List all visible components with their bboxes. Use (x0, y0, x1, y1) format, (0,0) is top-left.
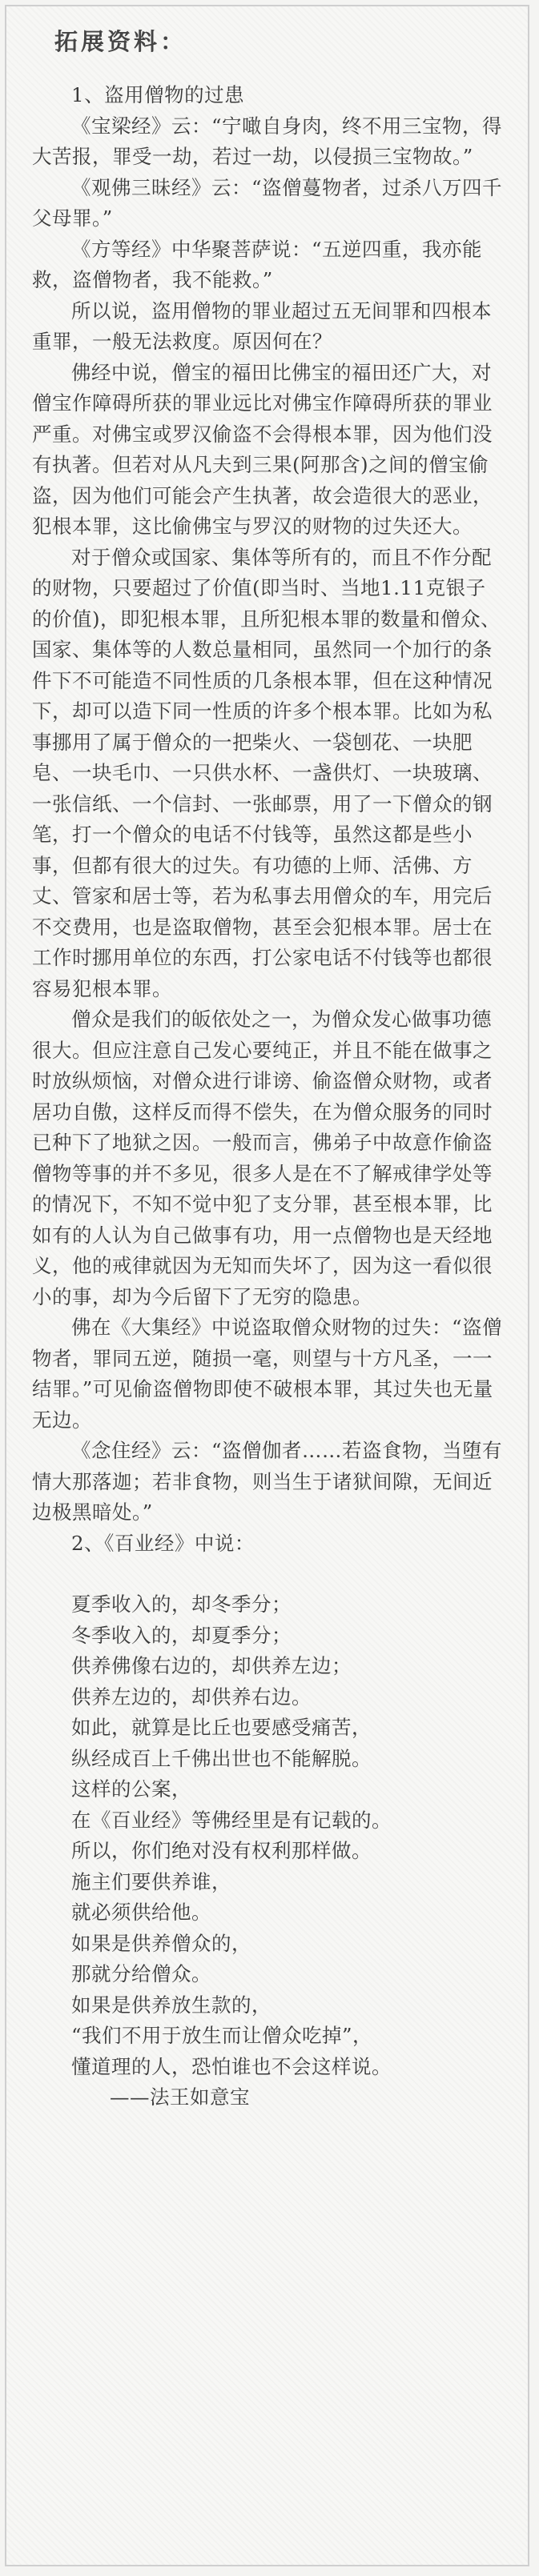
paragraph: 《宝梁经》云：“宁噉自身肉，终不用三宝物，得大苦报，罪受一劫，若过一劫，以侵损三宝物故。” (32, 114, 503, 168)
verse-line: 如此，就算是比丘也要感受痛苦， (71, 1716, 372, 1739)
verse-line: 这样的公案， (71, 1777, 191, 1801)
paragraph: 佛经中说，僧宝的福田比佛宝的福田还广大，对僧宝作障碍所获的罪业远比对佛宝作障碍所获的罪业严重。对佛宝或罗汉偷盗不会得根本罪，因为他们没有执著。但若对从凡夫到三果(阿那含)之间的僧宝偷盗，因为他们可能会产生执著，故会造很大的恶业，犯根本罪，这比偷佛宝与罗汉的财物的过失还大。 (32, 360, 493, 538)
verse-line: 供养佛像右边的，却供养左边； (71, 1654, 352, 1677)
verse-line: 在《百业经》等佛经里是有记载的。 (71, 1808, 392, 1832)
verse-line: 夏季收入的，却冬季分； (71, 1592, 292, 1616)
paragraph: 佛在《大集经》中说盗取僧众财物的过失：“盗僧物者，罪同五逆，随损一毫，则望与十方凡圣，一一结罪。”可见偷盗僧物即使不破根本罪，其过失也无量无边。 (32, 1316, 503, 1432)
verse-line: 如果是供养僧众的， (71, 1931, 251, 1955)
verse-line: 冬季收入的，却夏季分； (71, 1623, 292, 1647)
paragraph: 《观佛三昧经》云：“盗僧蔓物者，过杀八万四千父母罪。” (32, 175, 503, 230)
section-1-title: 1、盗用僧物的过患 (71, 83, 245, 106)
section-2-title: 2、《百业经》中说： (71, 1531, 255, 1555)
paragraph: 《方等经》中华聚菩萨说：“五逆四重，我亦能救，盗僧物者，我不能救。” (32, 237, 483, 291)
verse-line: 供养左边的，却供养右边。 (71, 1685, 312, 1709)
verse-line: 纵经成百上千佛出世也不能解脱。 (71, 1746, 372, 1770)
verse-line: 懂道理的人，恐怕谁也不会这样说。 (71, 2054, 392, 2078)
verse-line: 就必须供给他。 (71, 1901, 211, 1924)
spacer (32, 1559, 505, 1589)
verse-line: 如果是供养放生款的， (71, 1993, 272, 2017)
verse-line: 所以，你们绝对没有权利那样做。 (71, 1839, 372, 1862)
paragraph: 僧众是我们的皈依处之一，为僧众发心做事功德很大。但应注意自己发心要纯正，并且不能在做事之时放纵烦恼，对僧众进行诽谤、偷盗僧众财物，或者居功自傲，这样反而得不偿失，在为僧众服务的同时已种下了地狱之因。一般而言，佛弟子中故意作偷盗僧物等事的并不多见，很多人是在不了解戒律学处等的情况下，不知不觉中犯了支分罪，甚至根本罪，比如有的人认为自己做事有功，用一点僧物也是天经地义，他的戒律就因为无知而失坏了，因为这一看似很小的事，却为今后留下了无穷的隐患。 (32, 1008, 493, 1308)
verse-line: 那就分给僧众。 (71, 1962, 211, 1985)
verse-line: “我们不用于放生而让僧众吃掉”， (71, 2024, 373, 2047)
signature: ——法王如意宝 (110, 2085, 250, 2109)
paragraph: 对于僧众或国家、集体等所有的，而且不作分配的财物，只要超过了价值(即当时、当地1.11克银子的价值)，即犯根本罪，且所犯根本罪的数量和僧众、国家、集体等的人数总量相同，虽然同一个加行的条件下不可能造不同性质的几条根本罪，但在这种情况下，却可以造下同一性质的许多个根本罪。比如为私事挪用了属于僧众的一把柴火、一袋刨花、一块肥皂、一块毛巾、一只供水杯、一盏供灯、一块玻璃、一张信纸、一个信封、一张邮票，用了一下僧众的钢笔，打一个僧众的电话不付钱等，虽然这都是些小事，但都有很大的过失。有功德的上师、活佛、方丈、管家和居士等，若为私事去用僧众的车，用完后不交费用，也是盗取僧物，甚至会犯根本罪。居士在工作时挪用单位的东西，打公家电话不付钱等也都很容易犯根本罪。 (32, 545, 501, 1000)
verse-block (32, 1589, 505, 2113)
verse-line: 施主们要供养谁， (71, 1869, 231, 1893)
page-heading: 拓展资料： (54, 28, 187, 55)
article-body (32, 80, 505, 2113)
paragraph: 《念住经》云：“盗僧伽者……若盗食物，当堕有情大那落迦；若非食物，则当生于诸狱间隙，无间近边极黑暗处。” (32, 1439, 503, 1524)
paragraph: 所以说，盗用僧物的罪业超过五无间罪和四根本重罪，一般无法救度。原因何在？ (32, 298, 492, 353)
